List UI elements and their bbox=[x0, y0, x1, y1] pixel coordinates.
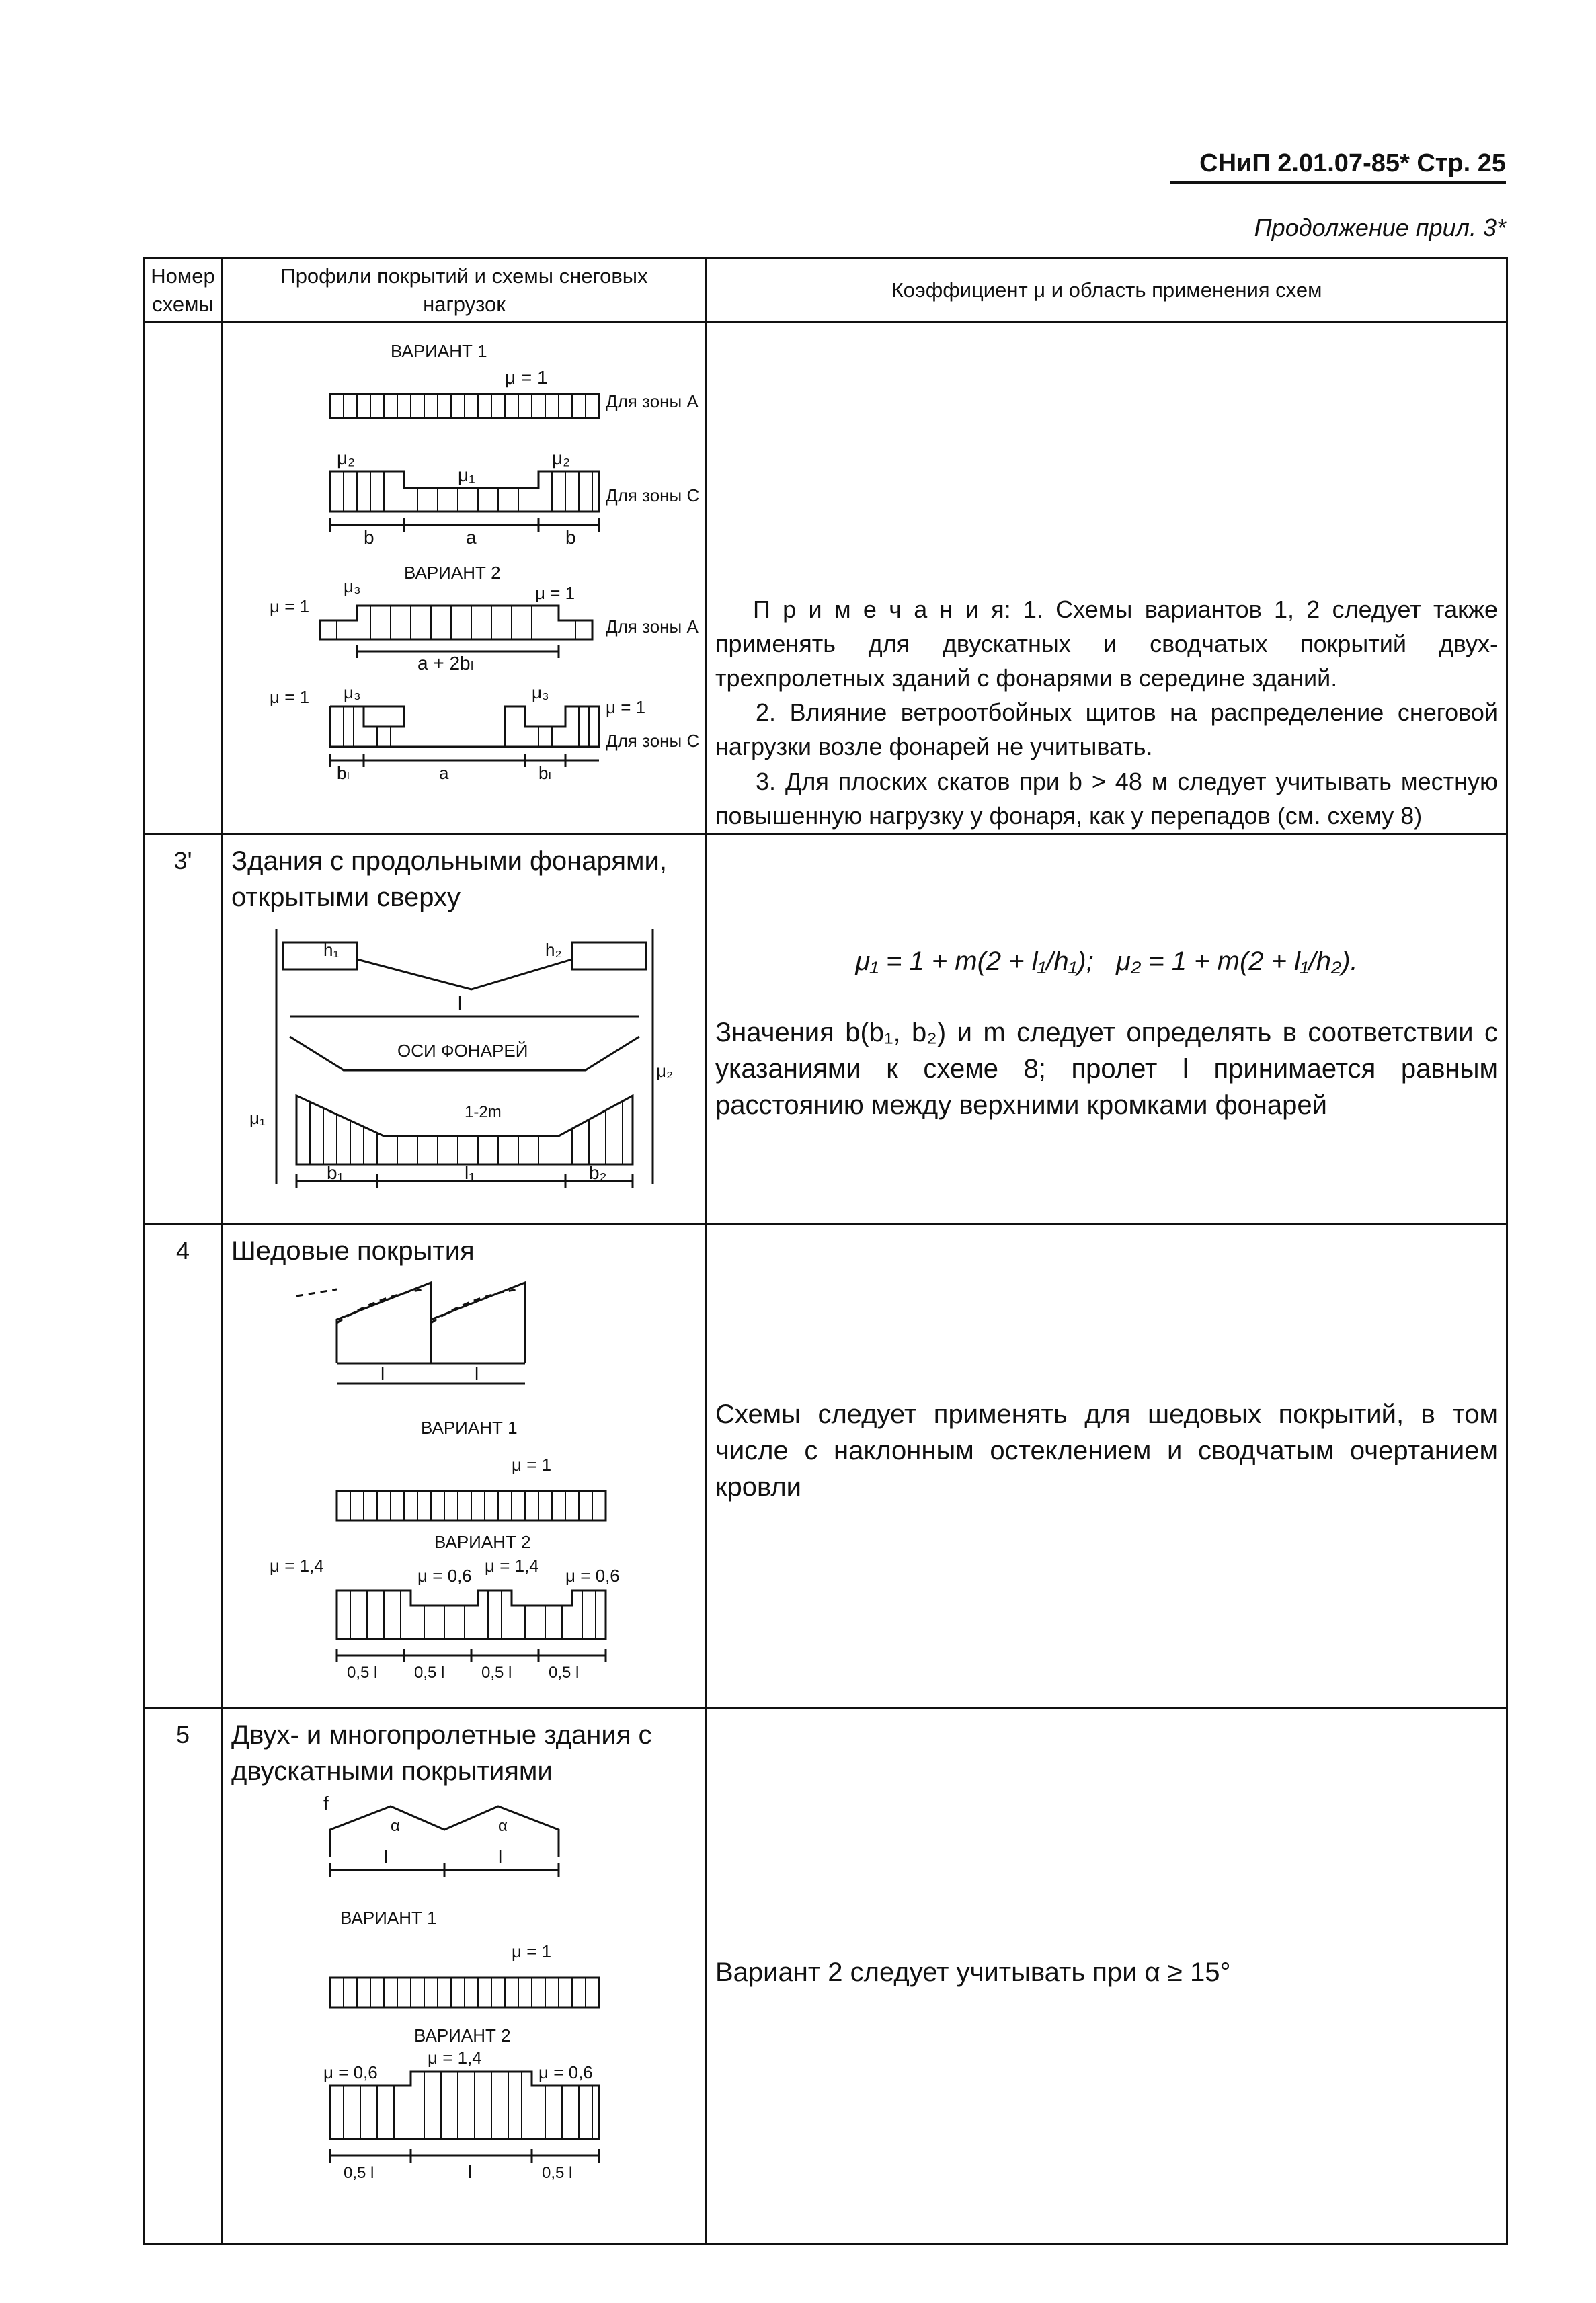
scheme-3prime-text-cell bbox=[707, 834, 1507, 1223]
label-mu2: μ₂ bbox=[655, 1060, 673, 1081]
mu-eq-1-left: μ = 1 bbox=[269, 596, 309, 616]
scheme-4-variant1: ВАРИАНТ 1 bbox=[420, 1417, 518, 1438]
scheme-5-mu06-right: μ = 0,6 bbox=[538, 2062, 593, 2083]
label-1-2m: 1-2m bbox=[464, 1102, 502, 1121]
scheme-number-5: 5 bbox=[144, 1707, 223, 2244]
scheme-4-mu06-mid: μ = 0,6 bbox=[417, 1565, 472, 1586]
dim-a-2bl: a + 2bₗ bbox=[417, 653, 473, 674]
scheme-5-mu14: μ = 1,4 bbox=[427, 2047, 482, 2068]
label-alpha-1: α bbox=[390, 1816, 400, 1835]
label-l1: l₁ bbox=[464, 1162, 475, 1183]
zone-a-label: Для зоны A bbox=[605, 391, 699, 411]
dim-b-right: b bbox=[565, 527, 576, 548]
scheme-5-span-l-1: l bbox=[383, 1846, 388, 1867]
label-axes: ОСИ ФОНАРЕЙ bbox=[397, 1040, 528, 1061]
scheme-5-span-l-2: l bbox=[497, 1846, 502, 1867]
variant2-label: ВАРИАНТ 2 bbox=[403, 563, 501, 583]
scheme-5-variant2: ВАРИАНТ 2 bbox=[413, 2025, 511, 2046]
scheme-5-variant1: ВАРИАНТ 1 bbox=[340, 1907, 437, 1928]
scheme-5-text-cell bbox=[707, 1707, 1507, 2244]
label-f: f bbox=[323, 1792, 329, 1814]
mu-eq-1-right-c: μ = 1 bbox=[605, 697, 645, 717]
scheme-3prime-text: Значения b(b₁, b₂) и m следует определять в соответствии с указаниями к схеме 8; пролет l принимается равным расстоянию между верхними кромками фонарей bbox=[715, 1017, 1498, 1120]
scheme-4-variant2: ВАРИАНТ 2 bbox=[434, 1531, 531, 1552]
header-scheme-number: Номер схемы bbox=[144, 258, 223, 323]
label-alpha-2: α bbox=[497, 1816, 508, 1835]
continuation-label: Продолжение прил. 3* bbox=[1254, 214, 1506, 241]
table-header-row bbox=[144, 258, 1507, 323]
scheme-4-text: Схемы следует применять для шедовых покрытий, в том числе с наклонным остеклением и сводчатым очертанием кровли bbox=[715, 1399, 1498, 1502]
mu3-left-c: μ₃ bbox=[343, 682, 361, 702]
variant1-label: ВАРИАНТ 1 bbox=[390, 341, 487, 361]
scheme-number-3prime: 3' bbox=[144, 834, 223, 1223]
zone-a-label-2: Для зоны A bbox=[605, 616, 699, 637]
mu2-right-label: μ₂ bbox=[551, 448, 570, 469]
note-1: П р и м е ч а н и я: 1. Схемы вариантов 1, 2 следует также применять для двускатных и сводчатых покрытий двух-трехпролетных зданий с фонарями в середине зданий. bbox=[715, 596, 1498, 692]
label-h2: h₂ bbox=[545, 939, 562, 960]
scheme-5-mu1: μ = 1 bbox=[511, 1941, 551, 1962]
formula-mu2: μ₂ = 1 + m(2 + l₁/h₂). bbox=[1116, 946, 1358, 976]
dim-05l-4: 0,5 l bbox=[548, 1663, 579, 1682]
label-b1: b₁ bbox=[326, 1162, 344, 1183]
dim-b-left: b bbox=[363, 527, 374, 548]
dim-a: a bbox=[465, 527, 477, 548]
dim-05l-2: 0,5 l bbox=[413, 1663, 444, 1682]
span-l-1: l bbox=[380, 1363, 385, 1384]
document-code-header: СНиП 2.01.07-85* Стр. 25 bbox=[1170, 149, 1506, 184]
scheme-5-text: Вариант 2 следует учитывать при α ≥ 15° bbox=[715, 1957, 1231, 1987]
notes-cell bbox=[707, 323, 1507, 834]
scheme-3prime-formula bbox=[715, 942, 1498, 981]
dim-bl-right: bₗ bbox=[538, 763, 551, 783]
mu3-label: μ₃ bbox=[343, 576, 361, 596]
dim-a-c: a bbox=[438, 763, 448, 783]
scheme-5-dim-05l-right: 0,5 l bbox=[541, 2163, 572, 2182]
header-coefficient: Коэффициент μ и область применения схем bbox=[707, 258, 1507, 323]
mu3-right-c: μ₃ bbox=[531, 682, 549, 702]
note-2: 2. Влияние ветроотбойных щитов на распределение снеговой нагрузки возле фонарей не учитывать. bbox=[715, 698, 1498, 761]
table-row bbox=[144, 1223, 1507, 1707]
scheme-4-title: Шедовые покрытия bbox=[231, 1236, 475, 1266]
scheme-5-diagram bbox=[256, 1792, 673, 2199]
table-row bbox=[144, 834, 1507, 1223]
zone-c-label: Для зоны C bbox=[605, 485, 699, 506]
formula-mu1: μ₁ = 1 + m(2 + l₁/h₁); bbox=[855, 946, 1094, 976]
label-l: l bbox=[457, 992, 462, 1014]
dim-05l-1: 0,5 l bbox=[346, 1663, 377, 1682]
scheme-5-cell bbox=[223, 1707, 707, 2244]
scheme-4-mu14-right: μ = 1,4 bbox=[484, 1555, 539, 1576]
mu-eq-1-right: μ = 1 bbox=[534, 583, 575, 603]
scheme-3prime-diagram bbox=[249, 922, 680, 1191]
scheme-number-4: 4 bbox=[144, 1223, 223, 1707]
scheme-3prime-cell bbox=[223, 834, 707, 1223]
scheme-4-text-cell bbox=[707, 1223, 1507, 1707]
label-b2: b₂ bbox=[588, 1162, 606, 1183]
scheme-4-mu06-right: μ = 0,6 bbox=[565, 1565, 620, 1586]
scheme-4-cell bbox=[223, 1223, 707, 1707]
dim-05l-3: 0,5 l bbox=[481, 1663, 512, 1682]
scheme-4-diagram bbox=[256, 1276, 673, 1693]
variants-diagram bbox=[256, 330, 699, 814]
scheme-5-dim-l: l bbox=[467, 2161, 472, 2182]
scheme-5-dim-05l-left: 0,5 l bbox=[343, 2163, 374, 2182]
variants-figure-cell bbox=[223, 323, 707, 834]
snow-load-table bbox=[143, 257, 1508, 2245]
mu2-left-label: μ₂ bbox=[336, 448, 355, 469]
header-profiles: Профили покрытий и схемы снеговых нагрузок bbox=[223, 258, 707, 323]
mu1-label: μ₁ bbox=[457, 464, 475, 485]
scheme-5-mu06-left: μ = 0,6 bbox=[323, 2062, 378, 2083]
table-row bbox=[144, 323, 1507, 834]
dim-bl-left: bₗ bbox=[336, 763, 350, 783]
label-mu1: μ₁ bbox=[249, 1107, 266, 1128]
scheme-3prime-title: Здания с продольными фонарями, открытыми сверху bbox=[231, 846, 667, 912]
scheme-5-title: Двух- и многопролетные здания с двускатными покрытиями bbox=[231, 1720, 652, 1786]
table-row bbox=[144, 1707, 1507, 2244]
zone-c-label-2: Для зоны C bbox=[605, 731, 699, 751]
scheme-number-empty bbox=[144, 323, 223, 834]
scheme-4-mu14-left: μ = 1,4 bbox=[269, 1555, 324, 1576]
label-h1: h₁ bbox=[323, 939, 339, 960]
note-3: 3. Для плоских скатов при b > 48 м следует учитывать местную повышенную нагрузку у фонаря, как у перепадов (см. схему 8) bbox=[715, 767, 1498, 830]
span-l-2: l bbox=[474, 1363, 479, 1384]
scheme-4-mu1: μ = 1 bbox=[511, 1454, 551, 1475]
mu-eq-1-left-c: μ = 1 bbox=[269, 687, 309, 707]
mu-eq-1-label: μ = 1 bbox=[504, 367, 548, 388]
